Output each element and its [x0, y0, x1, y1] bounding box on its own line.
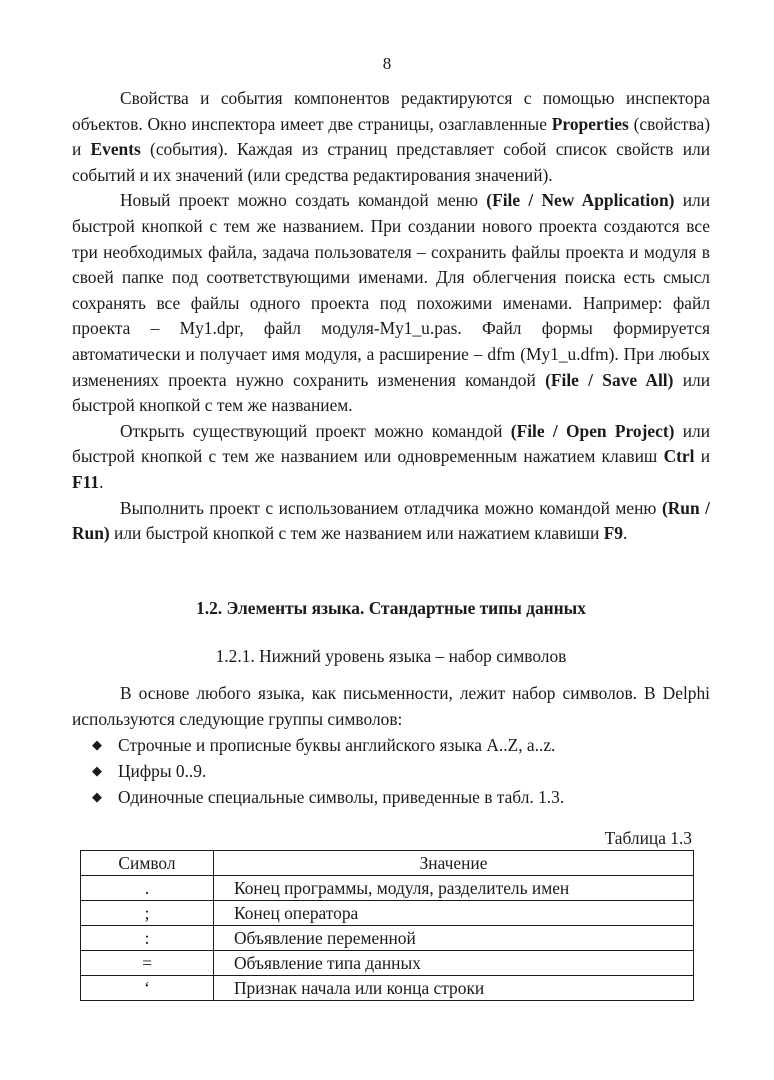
bold-term: (File / Save All): [545, 369, 674, 390]
bold-term: F11: [72, 471, 100, 492]
table-row: [81, 976, 694, 1001]
cell-symbol: :: [81, 926, 214, 951]
table-row: [81, 901, 694, 926]
text-run: или быстрой кнопкой с тем же названием.: [72, 369, 710, 416]
list-item: [92, 758, 712, 784]
diamond-bullet-icon: ◆: [92, 789, 102, 804]
intro-paragraph: В основе любого языка, как письменности, лежит набор символов. В Delphi используются следующие группы символов:: [72, 683, 710, 729]
paragraph-inspector: [72, 86, 710, 188]
page-number: 8: [382, 54, 392, 73]
text-run: или быстрой кнопкой с тем же названием или нажатием клавиши: [109, 523, 604, 544]
list-item: [92, 732, 712, 758]
cell-meaning: Конец оператора: [214, 901, 694, 926]
list-item-text: Цифры 0..9.: [118, 761, 207, 781]
diamond-bullet-icon: ◆: [92, 737, 102, 752]
text-run: (события). Каждая из страниц представляет собой список свойств или событий и их значений (или средства редактирования значений).: [72, 139, 710, 185]
text-run: Свойства и события компонентов редактируются с помощью инспектора объектов. Окно инспектора имеет две страницы, озаглавленные: [72, 88, 710, 134]
table-row: [81, 951, 694, 976]
table-row: [81, 926, 694, 951]
cell-symbol: ‘: [81, 976, 214, 1001]
text-run: (свойства) и: [72, 113, 710, 160]
list-item: [92, 784, 712, 810]
diamond-bullet-icon: ◆: [92, 763, 102, 778]
list-item-text: Строчные и прописные буквы английского языка A..Z, a..z.: [118, 735, 556, 755]
symbols-table: [80, 850, 694, 1001]
cell-meaning: Объявление типа данных: [214, 951, 694, 976]
subsection-title: 1.2.1. Нижний уровень языка – набор символов: [215, 646, 567, 666]
bold-term: (Run / Run): [72, 497, 710, 544]
paragraph-new-project: [72, 188, 710, 418]
cell-symbol: ;: [81, 901, 214, 926]
paragraph-run-project: [72, 496, 710, 547]
list-item-text: Одиночные специальные символы, приведенные в табл. 1.3.: [118, 787, 565, 807]
paragraph-open-project: [72, 419, 710, 496]
section-title: 1.2. Элементы языка. Стандартные типы данных: [196, 598, 586, 618]
table-row: [81, 876, 694, 901]
table-caption: Таблица 1.3: [604, 828, 692, 848]
table-header-row: [81, 851, 694, 876]
text-run: Новый проект можно создать командой меню: [120, 190, 487, 211]
text-run: .: [623, 523, 628, 544]
bold-term: Events: [90, 139, 141, 160]
header-meaning: Значение: [214, 851, 694, 876]
body-text: [72, 86, 710, 547]
bold-term: (File / Open Project): [510, 420, 675, 441]
text-run: и: [694, 446, 711, 467]
cell-meaning: Объявление переменной: [214, 926, 694, 951]
cell-symbol: =: [81, 951, 214, 976]
bold-term: Ctrl: [663, 446, 695, 467]
bold-term: Properties: [551, 113, 629, 134]
text-run: .: [99, 471, 104, 492]
bold-term: (File / New Application): [486, 190, 675, 211]
cell-meaning: Конец программы, модуля, разделитель имен: [214, 876, 694, 901]
text-run: Выполнить проект с использованием отладчика можно командой меню: [120, 497, 662, 518]
text-run: или быстрой кнопкой с тем же названием. При создании нового проекта создаются все три необходимых файла, задача пользователя – сохранить файлы проекта и модуля в своей папке под соответствующими именами. Для облегчения поиска есть смысл сохранять все файлы одного проекта под похожими именами. Например: файл проекта – My1.dpr, файл модуля-My1_u.pas. Файл формы формируется автоматически и получает имя модуля, а расширение – dfm (My1_u.dfm). При любых изменениях проекта нужно сохранить изменения командой: [72, 190, 711, 390]
cell-symbol: .: [81, 876, 214, 901]
bold-term: F9: [603, 523, 624, 544]
cell-meaning: Признак начала или конца строки: [214, 976, 694, 1001]
text-run: или быстрой кнопкой с тем же названием или одновременным нажатием клавиш: [72, 420, 711, 467]
symbol-groups-list: [92, 732, 712, 810]
text-run: Открыть существующий проект можно командой: [120, 420, 511, 441]
header-symbol: Символ: [81, 851, 214, 876]
intro-text: [72, 680, 710, 732]
